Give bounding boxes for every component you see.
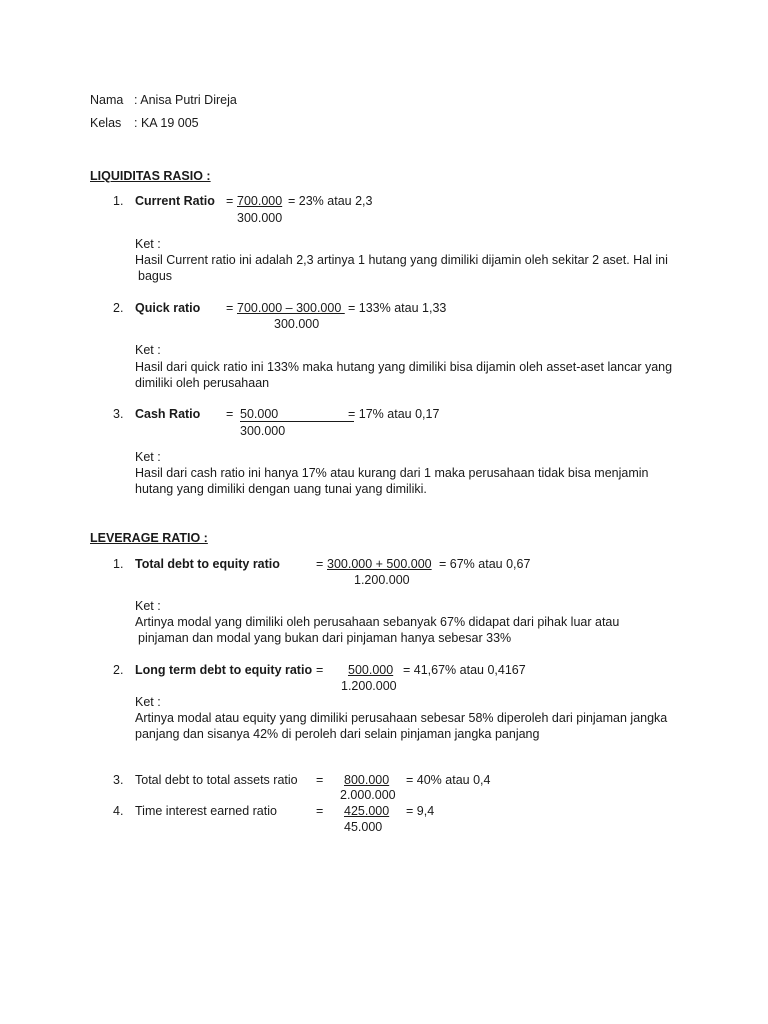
result-long-term-debt-equity: = 41,67% atau 0,4167 [403,663,526,677]
equals-sign: = [226,301,234,315]
ket-text-line: Artinya modal atau equity yang dimiliki perusahaan sebesar 58% diperoleh dari pinjaman jangka [135,711,668,725]
ket-label: Ket : [135,450,161,464]
numerator-long-term-debt-equity: 500.000 [348,663,394,677]
result-cash: = 17% atau 0,17 [348,407,440,421]
list-number: 1. [113,194,124,208]
ket-text-line: bagus [138,269,173,283]
equals-sign: = [226,407,234,421]
denominator-time-interest-earned: 45.000 [344,820,383,834]
equals-sign: = [316,773,324,787]
list-number: 1. [113,557,124,571]
nama-label: Nama [90,93,124,107]
ket-text-line: Artinya modal yang dimiliki oleh perusahaan sebanyak 67% didapat dari pihak luar atau [135,615,620,629]
equals-sign: = [316,663,324,677]
ket-label: Ket : [135,695,161,709]
nama-value: : Anisa Putri Direja [134,93,237,107]
numerator-current: 700.000 [237,194,283,208]
fraction-line [240,421,354,422]
list-number: 3. [113,773,124,787]
result-time-interest-earned: = 9,4 [406,804,435,818]
equals-sign: = [316,804,324,818]
result-quick: = 133% atau 1,33 [348,301,447,315]
section-title-liquidity: LIQUIDITAS RASIO : [90,169,211,183]
denominator-quick: 300.000 [274,317,320,331]
ket-text-line: dimiliki oleh perusahaan [135,376,270,390]
denominator-current: 300.000 [237,211,283,225]
ratio-name-time-interest-earned: Time interest earned ratio [135,804,277,818]
ket-text-line: Hasil Current ratio ini adalah 2,3 artinya 1 hutang yang dimiliki dijamin oleh sekitar 2 aset. Hal ini [135,253,668,267]
ratio-name-total-debt-assets: Total debt to total assets ratio [135,773,298,787]
ket-text-line: pinjaman dan modal yang bukan dari pinjaman hanya sebesar 33% [138,631,512,645]
ket-text-line: hutang yang dimiliki dengan uang tunai yang dimiliki. [135,482,427,496]
result-total-debt-assets: = 40% atau 0,4 [406,773,491,787]
numerator-total-debt-assets: 800.000 [344,773,390,787]
numerator-quick: 700.000 – 300.000 [237,301,345,315]
list-number: 3. [113,407,124,421]
ratio-name-total-debt-equity: Total debt to equity ratio [135,557,280,571]
result-total-debt-equity: = 67% atau 0,67 [439,557,531,571]
ratio-name-quick: Quick ratio [135,301,201,315]
ket-label: Ket : [135,343,161,357]
equals-sign: = [226,194,234,208]
numerator-total-debt-equity: 300.000 + 500.000 [327,557,432,571]
numerator-cash: 50.000 [240,407,279,421]
result-current: = 23% atau 2,3 [288,194,373,208]
denominator-cash: 300.000 [240,424,286,438]
kelas-value: : KA 19 005 [134,116,199,130]
numerator-time-interest-earned: 425.000 [344,804,390,818]
ratio-name-long-term-debt-equity: Long term debt to equity ratio [135,663,313,677]
denominator-long-term-debt-equity: 1.200.000 [341,679,397,693]
ket-text-line: Hasil dari cash ratio ini hanya 17% atau kurang dari 1 maka perusahaan tidak bisa menjamin [135,466,649,480]
ket-text-line: Hasil dari quick ratio ini 133% maka hutang yang dimiliki bisa dijamin oleh asset-aset lancar yang [135,360,673,374]
equals-sign: = [316,557,324,571]
list-number: 4. [113,804,124,818]
ket-text-line: panjang dan sisanya 42% di peroleh dari selain pinjaman jangka panjang [135,727,540,741]
list-number: 2. [113,301,124,315]
denominator-total-debt-assets: 2.000.000 [340,788,396,802]
ratio-name-current: Current Ratio [135,194,215,208]
ket-label: Ket : [135,599,161,613]
list-number: 2. [113,663,124,677]
kelas-label: Kelas [90,116,122,130]
ket-label: Ket : [135,237,161,251]
section-title-leverage: LEVERAGE RATIO : [90,531,208,545]
ratio-name-cash: Cash Ratio [135,407,201,421]
denominator-total-debt-equity: 1.200.000 [354,573,410,587]
